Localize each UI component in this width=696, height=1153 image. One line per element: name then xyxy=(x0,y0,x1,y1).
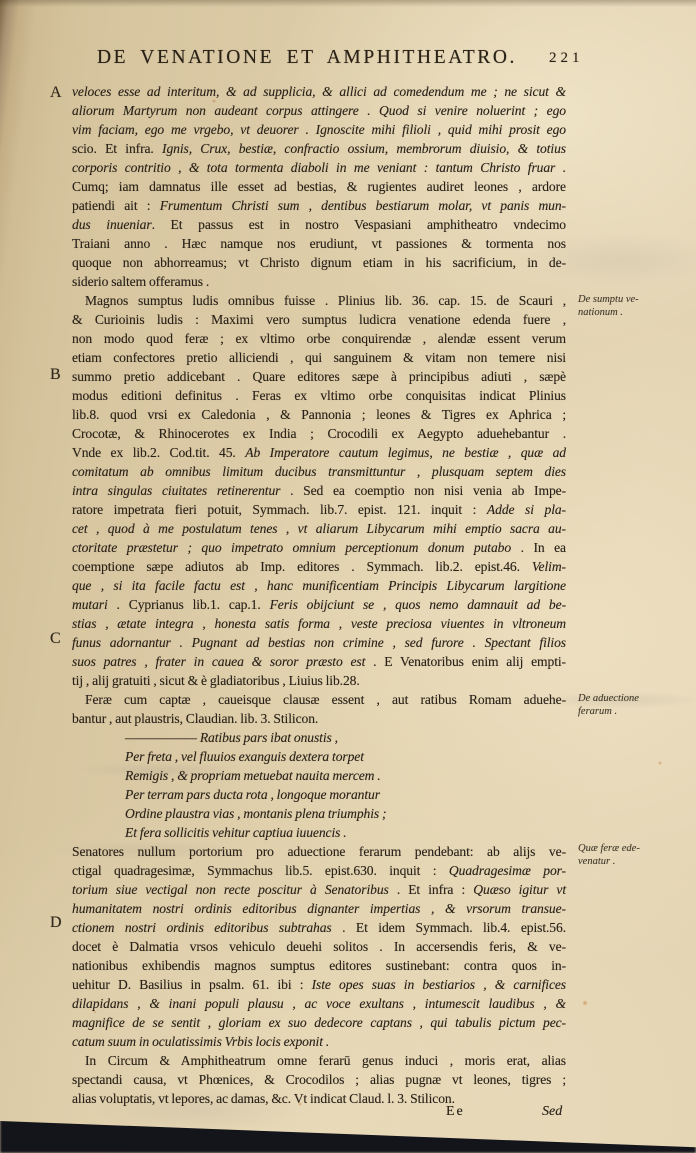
margin-note xyxy=(578,294,690,319)
italic-run: Ignis, Crux, bestiæ, confractio ossium, membrorum diuisio, & totius xyxy=(162,141,566,156)
italic-run: que , si ita facile factu est , hanc munificentiam Principis Libycarum largitione xyxy=(72,578,566,593)
margin-note xyxy=(578,693,690,718)
italic-run: humanitatem nostri ordinis editoribus dignanter impertias , & vrsorum transue- xyxy=(72,901,566,916)
italic-run: cet , quod à me postulatum tenes , vt aliarum Libycarum mihi emptio sacra au- xyxy=(72,521,566,536)
italic-run: Feris obijciunt se , quos nemo damnauit ad be- xyxy=(269,597,566,612)
text-line xyxy=(72,82,566,101)
text-line xyxy=(72,348,566,367)
roman-run: coemptione sæpe adiutos ab Imp. editores . Symmach. lib.2. epist.46. xyxy=(72,559,532,574)
text-line xyxy=(72,196,566,215)
text-line xyxy=(72,120,566,139)
margin-note-line: Quæ feræ ede- xyxy=(578,843,640,854)
verse-block xyxy=(125,728,566,842)
roman-run: siderio saltem offeramus . xyxy=(72,274,210,289)
roman-run: patiendi ait : xyxy=(72,198,160,213)
italic-run: intra singulas ciuitates retinerentur xyxy=(72,483,291,498)
text-line xyxy=(72,595,566,614)
italic-run: Iste opes suas in bestiarios , & carnifices xyxy=(311,977,566,992)
text-line xyxy=(72,101,566,120)
roman-run: Senatores nullum portorium pro aduectione ferarum pendebant: ab alijs ve- xyxy=(72,844,566,859)
text-line xyxy=(72,880,566,899)
roman-run: . E Venatoribus enim alij empti- xyxy=(373,654,566,669)
roman-run: modus editioni definitus . Feras ex vltimo orbe conquisitas indicat Plinius xyxy=(72,388,566,403)
text-line xyxy=(72,994,566,1013)
roman-run: Magnos sumptus ludis omnibus fuisse . Plinius lib. 36. cap. 15. de Scauri , xyxy=(85,293,566,308)
roman-run: In Circum & Amphitheatrum omne ferarū genus induci , moris erat, alias xyxy=(85,1053,566,1068)
margin-letter-b: B xyxy=(50,366,61,383)
italic-run: ctionem nostri ordinis editoribus subtrahas xyxy=(72,920,343,935)
roman-run: Crocotæ, & Rhinocerotes ex India ; Crocodili ex Aegypto aduehebantur . xyxy=(72,426,566,441)
text-line xyxy=(72,1032,566,1051)
running-title: DE VENATIONE ET AMPHITHEATRO. xyxy=(96,47,518,68)
margin-letter-c: C xyxy=(50,630,61,647)
italic-run: comitatum ab omnibus limitum ducibus transmittuntur , plusquam septem dies xyxy=(72,464,566,479)
text-line xyxy=(72,329,566,348)
text-line: Remigis , & propriam metuebat nauita mercem . xyxy=(125,768,381,783)
text-line xyxy=(72,367,566,386)
text-line xyxy=(72,557,566,576)
italic-run: stias , ætate integra , honesta satis forma , veste preciosa viuentes in vltroneum xyxy=(72,616,566,631)
text-line xyxy=(72,386,566,405)
roman-run: bantur , aut plaustris, Claudian. lib. 3. Stilicon. xyxy=(72,711,319,726)
roman-run: . Et passus est in nostro Vespasiani amphitheatro vndecimo xyxy=(151,217,567,232)
margin-note-line: nationum . xyxy=(578,306,623,318)
text-line xyxy=(72,177,566,196)
text-line xyxy=(72,1013,566,1032)
roman-run: summo pretio addicebant . Quare editores sæpe à principibus adiuti , sæpè xyxy=(72,369,566,384)
text-line xyxy=(72,139,566,158)
text-line xyxy=(72,310,566,329)
text-line xyxy=(72,538,566,557)
roman-run: & Curioinis ludis : Maximi vero sumptus ludicra venatione edenda fuere , xyxy=(72,312,566,327)
text-line xyxy=(72,861,566,880)
text-line xyxy=(72,576,566,595)
italic-run: dus inueniar xyxy=(72,217,152,232)
italic-run: aliorum Martyrum non audeant corpus attingere . Quod si venire noluerint ; ego xyxy=(72,103,566,118)
roman-run: Vnde ex lib.2. Cod.tit. 45. xyxy=(72,445,246,460)
margin-letter-a: A xyxy=(50,84,62,101)
text-line: Per freta , vel fluuios exanguis dextera torpet xyxy=(125,749,364,764)
italic-run: Ab Imperatore cautum legimus, ne bestiæ , quæ ad xyxy=(245,445,566,460)
paragraph xyxy=(72,690,566,728)
text-line xyxy=(72,671,566,690)
roman-run: ctigal quadragesimæ, Symmachus lib.5. epist.630. inquit : xyxy=(72,863,449,878)
roman-run: . Cyprianus lib.1. cap.1. xyxy=(116,597,270,612)
text-column xyxy=(72,82,566,1108)
roman-run: . Et idem Symmach. lib.4. epist.56. xyxy=(342,920,566,935)
text-line xyxy=(72,424,566,443)
roman-run: lib.8. quod vrsi ex Caledonia , & Pannonia ; leones & Tigres ex Aphrica ; xyxy=(72,407,566,422)
paragraph xyxy=(72,842,566,1051)
roman-run: Cumq; iam damnatus ille esset ad bestias, & rugientes audiret leones , ardore xyxy=(72,179,566,194)
margin-note-line: venatur . xyxy=(578,855,616,867)
text-line xyxy=(72,481,566,500)
italic-run: corporis contritio , & tota tormenta diaboli in me veniant : tantum Christo fruar . xyxy=(72,160,566,175)
italic-run: veloces esse ad interitum, & ad supplicia, & allici ad comedendum me ; ne sicut & xyxy=(72,84,566,99)
roman-run: Feræ cum captæ , caueisque clausæ essent , aut ratibus Romam aduehe- xyxy=(85,692,566,707)
text-line xyxy=(72,158,566,177)
roman-run: nationibus exhibendis magnos sumptus editores sustinebant: contra quos in- xyxy=(72,958,566,973)
italic-run: Quæso igitur vt xyxy=(473,882,566,897)
text-line xyxy=(72,519,566,538)
margin-note-line: De sumptu ve- xyxy=(578,294,639,305)
roman-run: ratore impetrata fieri potuit, Symmach. lib.7. epist. 121. inquit : xyxy=(72,502,487,517)
text-line xyxy=(72,652,566,671)
roman-run: scio. Et infra. xyxy=(72,141,163,156)
text-line xyxy=(72,899,566,918)
italic-run: vim faciam, ego me vrgebo, vt deuorer . Ignoscite mihi filioli , quid mihi prosit ego xyxy=(72,122,566,137)
roman-run: uehitur D. Basilius in psalm. 61. ibi : xyxy=(72,977,312,992)
roman-run: . Sed ea coemptio non nisi venia ab Impe- xyxy=(290,483,566,498)
margin-note-line: ferarum . xyxy=(578,705,618,717)
italic-run: funus adornantur . Pugnant ad bestias non crimine , sed furore . Spectant filios xyxy=(72,635,566,650)
roman-run: spectandi causa, vt Phœnices, & Crocodilos ; alias pugnæ vt leones, tigres ; xyxy=(72,1072,566,1087)
text-line xyxy=(72,709,566,728)
roman-run: docet è Dalmatia vrsos vehiculo deuehi solitos . In accersendis feris, & ve- xyxy=(72,939,566,954)
italic-run: mutari xyxy=(72,597,117,612)
text-line xyxy=(72,918,566,937)
margin-note xyxy=(578,843,690,868)
text-line xyxy=(72,690,566,709)
italic-run: suos patres , frater in cauea & soror præsto est xyxy=(72,654,374,669)
text-line xyxy=(72,1051,566,1070)
text-line xyxy=(72,291,566,310)
roman-run: non modo quod feræ ; ex vltimo orbe conquirendæ , alendæ essent verum xyxy=(72,331,566,346)
italic-run: Velim- xyxy=(531,559,566,574)
signature-mark: Ee xyxy=(446,1104,465,1119)
text-line xyxy=(72,614,566,633)
italic-run: magnifice de se sentit , gloriam ex suo dedecore captans , qui tabulis pictum pec- xyxy=(72,1015,566,1030)
text-line xyxy=(72,1070,566,1089)
page-footer xyxy=(72,1104,566,1126)
italic-run: catum suum in oculatissimis Vrbis locis exponit . xyxy=(72,1034,330,1049)
italic-run: Quadragesimæ por- xyxy=(448,863,566,878)
text-line xyxy=(72,272,566,291)
text-line xyxy=(72,633,566,652)
text-line xyxy=(72,234,566,253)
margin-letter-d: D xyxy=(50,914,62,931)
text-line xyxy=(72,500,566,519)
paragraph xyxy=(72,1051,566,1108)
roman-run: . Et infra : xyxy=(396,882,474,897)
italic-run: Adde si pla- xyxy=(486,502,566,517)
text-line: Ordine plaustra vias , montanis plena triumphis ; xyxy=(125,806,387,821)
text-line: —————— Ratibus pars ibat onustis , xyxy=(125,730,338,745)
roman-run: Traiani anno . Hæc namque nos erudiunt, vt passiones & tormenta nos xyxy=(72,236,566,251)
text-line xyxy=(72,975,566,994)
italic-run: ctoritate præstetur ; quo impetrato omnium perceptionum donum putabo xyxy=(72,540,521,555)
italic-run: Frumentum Christi sum , dentibus bestiarum molar, vt panis mun- xyxy=(159,198,566,213)
paragraph xyxy=(72,291,566,690)
text-line xyxy=(72,405,566,424)
catchword: Sed xyxy=(542,1104,563,1119)
text-line xyxy=(72,443,566,462)
text-line: Per terram pars ducta rota , longoque morantur xyxy=(125,787,380,802)
italic-run: torium siue vectigal non recte poscitur à Senatoribus xyxy=(72,882,397,897)
italic-run: dilapidans , & inani populi plausu , ac voce exultans , intumescit laudibus , & xyxy=(72,996,566,1011)
text-line xyxy=(72,956,566,975)
margin-note-line: De aduectione xyxy=(578,693,639,704)
paragraph xyxy=(72,82,566,291)
roman-run: . In ea xyxy=(520,540,566,555)
page-number: 221 xyxy=(549,50,584,66)
roman-run: tij , alij gratuiti , sicut & è gladiatoribus , Liuius lib.28. xyxy=(72,673,360,688)
roman-run: etiam confectores pretio alliciendi , qui sanguinem & vitam non temere nisi xyxy=(72,350,566,365)
roman-run: quoque non abhorreamus; vt Christo dignum etiam in his sacrificium, in de- xyxy=(72,255,566,270)
text-line xyxy=(72,253,566,272)
roman-run: alias voluptatis, vt lepores, ac damas, &c. Vt indicat Claud. l. 3. Stilicon. xyxy=(72,1091,455,1106)
text-line xyxy=(72,215,566,234)
text-line xyxy=(72,462,566,481)
text-line xyxy=(72,842,566,861)
text-line: Et fera sollicitis vehitur captiua iuuencis . xyxy=(125,825,347,840)
text-line xyxy=(72,937,566,956)
